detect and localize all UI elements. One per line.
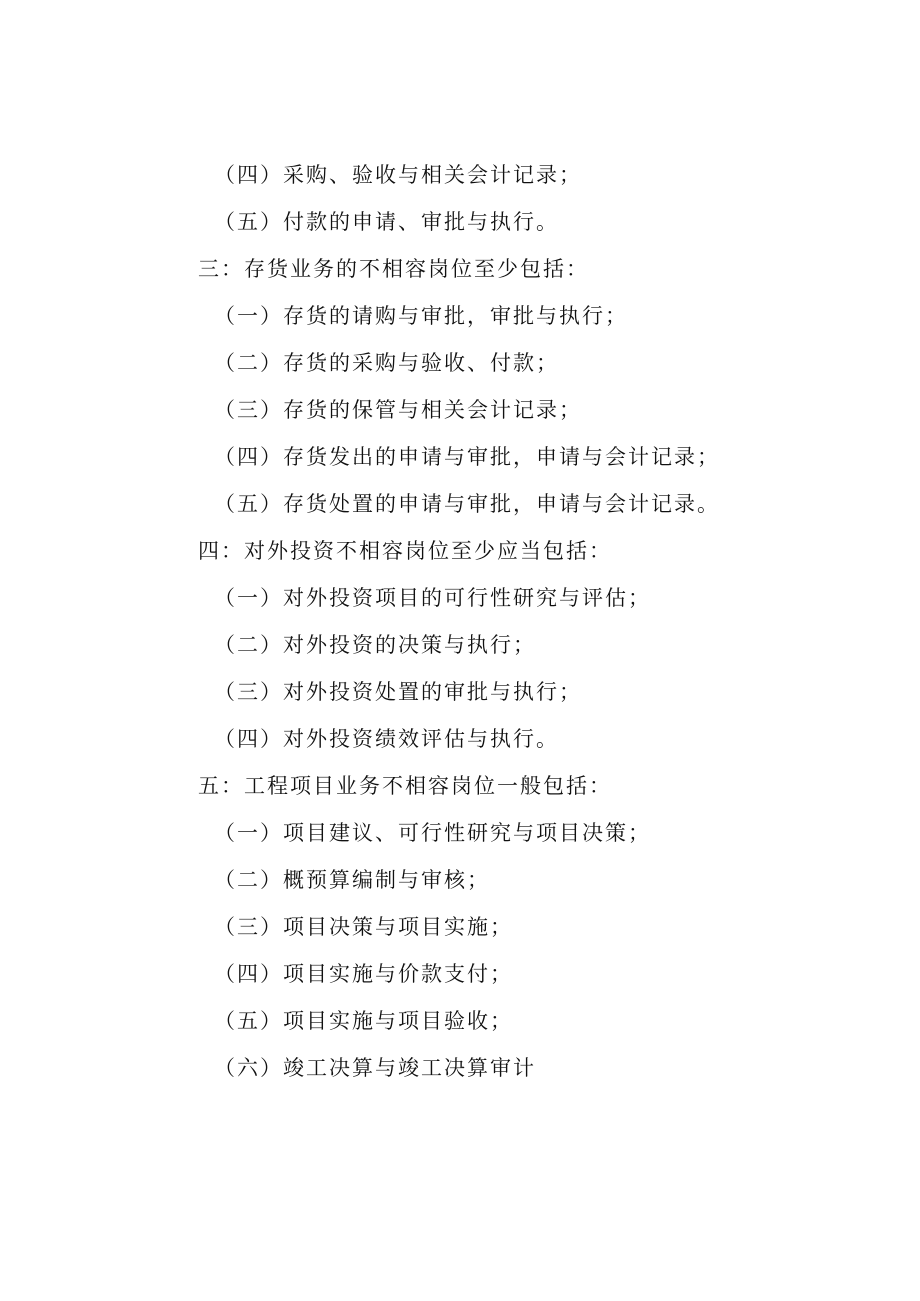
list-item: （三）项目决策与项目实施； [214,915,513,939]
list-item: （五）付款的申请、审批与执行。 [214,210,559,234]
list-item: （四）采购、验收与相关会计记录； [214,163,582,187]
section-heading: 五：工程项目业务不相容岗位一般包括： [198,774,612,798]
list-item: （一）项目建议、可行性研究与项目决策； [214,821,651,845]
section-heading: 四：对外投资不相容岗位至少应当包括： [198,539,612,563]
list-item: （一）存货的请购与审批，审批与执行； [214,304,628,328]
list-item: （四）存货发出的申请与审批，申请与会计记录； [214,445,720,469]
list-item: （三）对外投资处置的审批与执行； [214,680,582,704]
list-item: （四）对外投资绩效评估与执行。 [214,727,559,751]
list-item: （三）存货的保管与相关会计记录； [214,398,582,422]
section-heading: 三：存货业务的不相容岗位至少包括： [198,257,589,281]
list-item: （五）存货处置的申请与审批，申请与会计记录。 [214,492,720,516]
list-item: （五）项目实施与项目验收； [214,1009,513,1033]
list-item: （四）项目实施与价款支付； [214,962,513,986]
list-item: （二）概预算编制与审核； [214,868,490,892]
list-item: （六）竣工决算与竣工决算审计 [214,1056,536,1080]
list-item: （一）对外投资项目的可行性研究与评估； [214,586,651,610]
list-item: （二）存货的采购与验收、付款； [214,351,559,375]
list-item: （二）对外投资的决策与执行； [214,633,536,657]
